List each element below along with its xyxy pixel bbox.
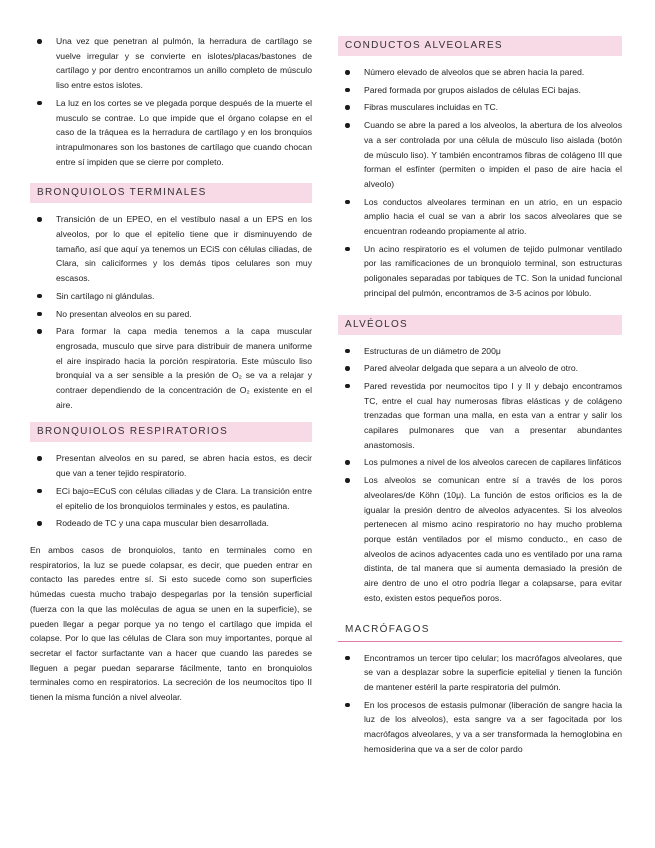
alveolos-list bbox=[338, 344, 622, 606]
list-item: Pared formada por grupos aislados de células ECi bajas. bbox=[338, 83, 622, 98]
list-item: En los procesos de estasis pulmonar (liberación de sangre hacia la luz de los alveolos), esta sangre va a ser fagocitada por los macrófagos alveolares, y va a ser transformada la hemoglobina en hemosiderina que va a ser de color pardo bbox=[338, 698, 622, 757]
respiratorios-list bbox=[30, 451, 312, 531]
section-heading-respiratorios: BRONQUIOLOS RESPIRATORIOS bbox=[30, 422, 312, 442]
list-item: Rodeado de TC y una capa muscular bien desarrollada. bbox=[30, 516, 312, 531]
list-item: Pared alveolar delgada que separa a un alveolo de otro. bbox=[338, 361, 622, 376]
list-item: Los conductos alveolares terminan en un atrio, en un espacio amplio hacia el cual se van a abrir los sacos alveolares que se encuentran rodeando propiamente al atrio. bbox=[338, 195, 622, 239]
list-item: La luz en los cortes se ve plegada porque después de la muerte el musculo se contrae. Lo que impide que el órgano colapse en el caso de la tráquea es la herradura de cartílago y en los bronquios intrapulmonares son los bastones de cartílago que cuando chocan entre sí impiden que se cierre por completo. bbox=[30, 96, 312, 170]
list-item: Los pulmones a nivel de los alveolos carecen de capilares linfáticos bbox=[338, 455, 622, 470]
section-heading-macrofagos: MACRÓFAGOS bbox=[338, 620, 622, 642]
right-column bbox=[338, 34, 622, 759]
list-item: Un acino respiratorio es el volumen de tejido pulmonar ventilado por las ramificaciones de un bronquiolo terminal, son estructuras poligonales separadas por tabiques de TC. Son la unidad funcional principal del pulmón, encontramos de 3-5 acinos por lóbulo. bbox=[338, 242, 622, 301]
list-item: Para formar la capa media tenemos a la capa muscular engrosada, musculo que sirve para distribuir de manera uniforme el aire inspirado hacia la porción respiratoria. Este músculo liso bronquial va a ser sensible a la presión de O₂ se va a relajar y contraer dependiendo de la concentración de O₂ existente en el aire. bbox=[30, 324, 312, 412]
section-heading-conductos: CONDUCTOS ALVEOLARES bbox=[338, 36, 622, 56]
left-column bbox=[30, 34, 312, 705]
list-item: Presentan alveolos en su pared, se abren hacia estos, es decir que van a tener tejido respiratorio. bbox=[30, 451, 312, 480]
list-item: Encontramos un tercer tipo celular; los macrófagos alveolares, que se van a desplazar sobre la superficie epitelial y tienen la función de mantener estéril la parte respiratoria del pulmón. bbox=[338, 651, 622, 695]
section-heading-terminales: BRONQUIOLOS TERMINALES bbox=[30, 183, 312, 203]
list-item: Número elevado de alveolos que se abren hacia la pared. bbox=[338, 65, 622, 80]
list-item: Estructuras de un diámetro de 200μ bbox=[338, 344, 622, 359]
list-item: Cuando se abre la pared a los alveolos, la abertura de los alveolos va a ser controlada por una célula de músculo liso aislada (botón de músculo liso). Y también encontramos fibras de colágeno III que forman el esfínter (permiten o impiden el paso de aire hacia el alveolo) bbox=[338, 118, 622, 192]
list-item: Fibras musculares incluidas en TC. bbox=[338, 100, 622, 115]
list-item: ECi bajo=ECuS con células ciliadas y de Clara. La transición entre el epitelio de los bronquiolos terminales y estos, es paulatina. bbox=[30, 484, 312, 513]
macrofagos-list bbox=[338, 651, 622, 757]
list-item: No presentan alveolos en su pared. bbox=[30, 307, 312, 322]
intro-list bbox=[30, 34, 312, 169]
list-item: Pared revestida por neumocitos tipo I y II y debajo encontramos TC, entre el cual hay numerosas fibras elásticas y de colágeno trenzadas que forman una malla, en esta van a entrar y salir los capilares pulmonares que van a presentar abundantes anastomosis. bbox=[338, 379, 622, 453]
conductos-list bbox=[338, 65, 622, 301]
section-heading-alveolos: ALVÉOLOS bbox=[338, 315, 622, 335]
list-item: Una vez que penetran al pulmón, la herradura de cartílago se vuelve irregular y se convierte en islotes/placas/bastones de cartílago y por dentro encontramos un anillo completo de músculo liso entre estos islotes. bbox=[30, 34, 312, 93]
list-item: Transición de un EPEO, en el vestíbulo nasal a un EPS en los alveolos, por lo que el epitelio tiene que ir disminuyendo de tamaño, así que aquí ya tenemos un ECiS con células ciliadas, de Clara, sin caliciformes y los demás tipos celulares son muy escasos. bbox=[30, 212, 312, 286]
list-item: Sin cartílago ni glándulas. bbox=[30, 289, 312, 304]
terminales-list bbox=[30, 212, 312, 412]
bronquiolos-paragraph: En ambos casos de bronquiolos, tanto en terminales como en respiratorios, la luz se puede colapsar, es decir, que pueden entrar en contacto las paredes entre sí. Si esto sucede como son superficies húmedas cuesta mucho trabajo despegarlas por la tensión superficial (fuerza con la que las moléculas de agua se unen en la superficie), se pueden llegar a pegar porque ya no tengo el cartílago que impida el colapse. Por lo que las células de Clara son muy importantes, porque al secretar el factor surfactante van a hacer que cuando las paredes se lleguen a pegar puedan separarse fácilmente, tanto en bronquiolos terminales como en respiratorios. La secreción de los neumocitos tipo II tienen la misma función a nivel alveolar. bbox=[30, 544, 312, 703]
list-item: Los alveolos se comunican entre sí a través de los poros alveolares/de Köhn (10μ). La función de estos orificios es la de igualar la presión dentro de alveolos adyacentes. Si los alveolos pertenecen al mismo acino respiratorio no hay mucho problema porque están ventilados por el mismo conducto., en caso de alveolos de acinos adyacentes cada uno es ventilado por una rama distinta, de tal manera que si aumenta demasiado la presión de aire dentro de uno el otro podría llegar a colapsarse, para evitar esto, existen estos pequeños poros. bbox=[338, 473, 622, 605]
